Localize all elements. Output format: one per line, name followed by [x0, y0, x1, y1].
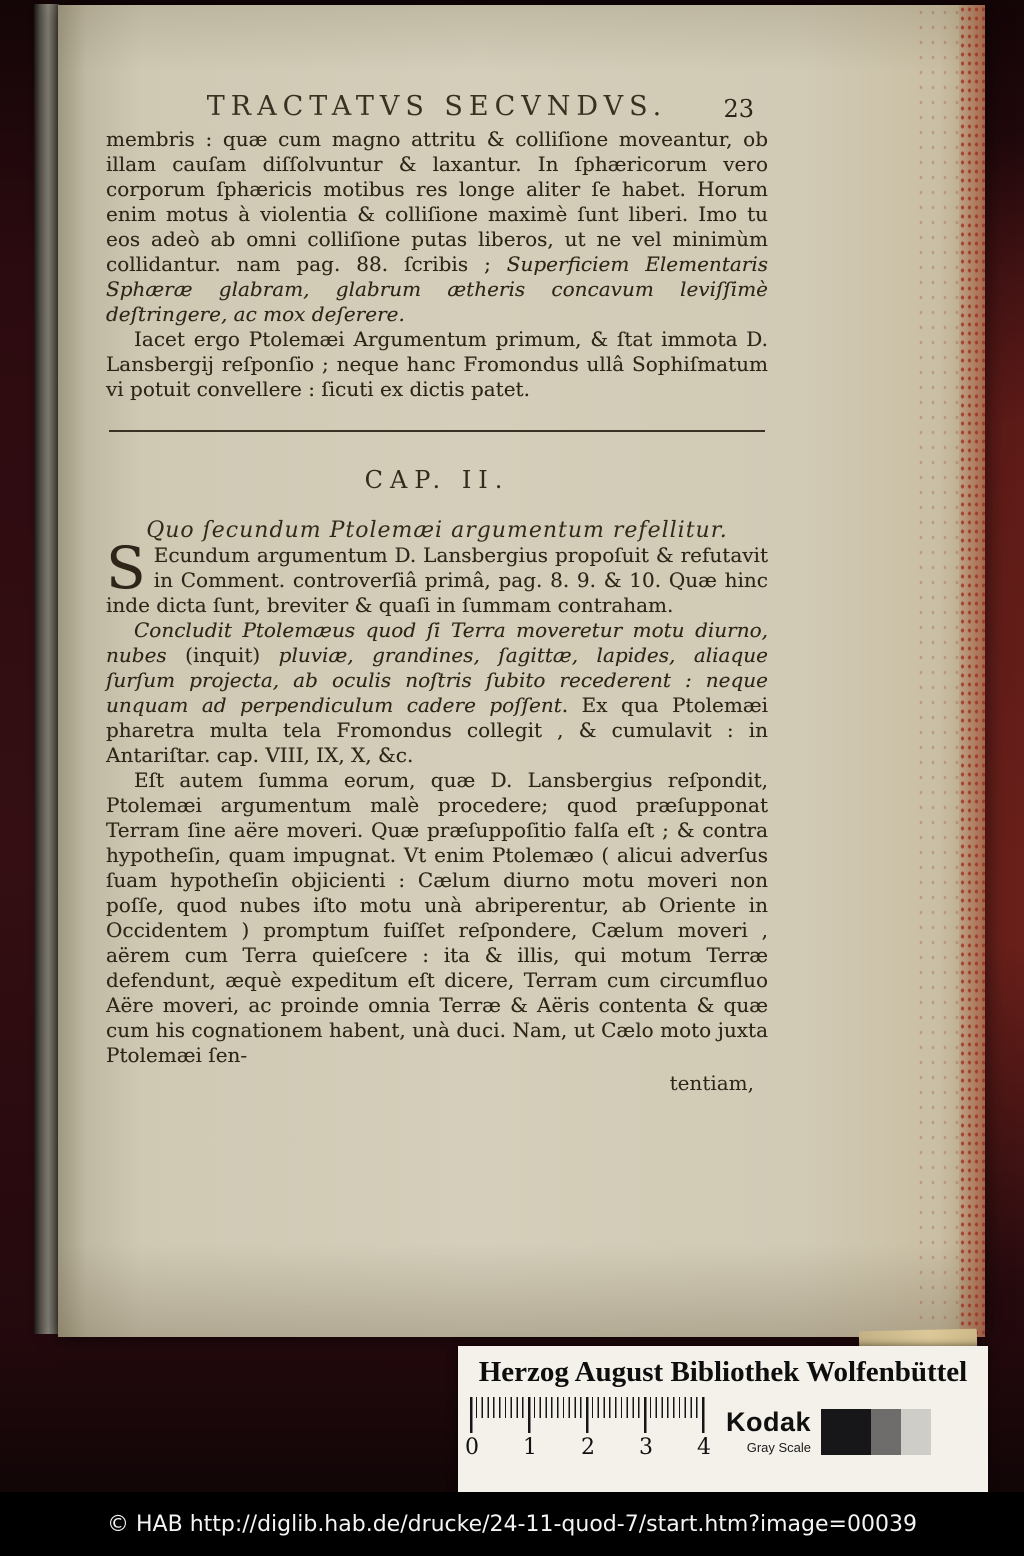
- kodak-block: [726, 1407, 811, 1455]
- paragraph-5: [106, 768, 768, 1068]
- kodak-label: Kodak: [726, 1407, 812, 1437]
- book-block-edges: [34, 4, 60, 1334]
- image-caption-bar: [0, 1492, 1024, 1556]
- ruler-scale: [465, 1397, 711, 1463]
- catchword: tentiam,: [669, 1071, 754, 1095]
- source-url: © HAB http://diglib.hab.de/drucke/24-11-quod-7/start.htm?image=00039: [107, 1511, 917, 1537]
- paragraph-2-text: Iacet ergo Ptolemæi Argumentum primum, & ſtat immota D. Lansbergij reſponſio ; neque hanc Fromondus ullâ Sophiſmatum vi potuit convellere : ſicuti ex dictis patet.: [106, 327, 768, 401]
- grayscale-label: Gray Scale: [746, 1440, 812, 1455]
- book-page: [58, 5, 985, 1337]
- paragraph-2: [106, 327, 768, 402]
- paragraph-4-italic-1: Concludit Ptolemæus quod ſi Terra moveretur motu diurno, nubes: [106, 618, 768, 667]
- page-number: 23: [723, 95, 754, 123]
- paragraph-4-roman-1: (inquit): [185, 643, 279, 667]
- paragraph-1: [106, 127, 768, 327]
- page-text-block: [106, 91, 768, 1095]
- paragraph-4-italic-2: pluviæ, grandines, ſagittæ, lapides, aliaque ſurſum projecta, ab oculis noſtris ſubito recederent : neque unquam ad perpendiculum cadere poſſent: [106, 643, 768, 717]
- ruler-numbers: [465, 1433, 711, 1463]
- drop-cap: S: [106, 534, 146, 602]
- running-header-title: TRACTATVS SECVNDVS.: [206, 91, 668, 122]
- background-red-glow: [982, 140, 1024, 1290]
- paragraph-3: [106, 534, 768, 618]
- section-rule: [109, 430, 764, 432]
- ruler-number-4: 4: [697, 1435, 711, 1460]
- paragraph-3-text: Ecundum argumentum D. Lansbergius propoſuit & refutavit in Comment. controverſiâ primâ, pag. 8. 9. & 10. Quæ hinc inde dicta ſunt, breviter & quaſi in ſummam contraham.: [106, 543, 768, 617]
- grayscale-patch-light: [901, 1409, 931, 1455]
- ruler-ticks: [470, 1397, 710, 1433]
- running-header: [106, 91, 768, 127]
- paragraph-5-text: Eſt autem ſumma eorum, quæ D. Lansbergius reſpondit, Ptolemæi argumentum malè procedere; quod præſupponat Terram ſine aëre moveri. Quæ præſuppoſitio falſa eſt ; & contra hypotheſin, quam impugnat. Vt enim Ptolemæo ( alicui adverſus ſuam hypotheſin objicienti : Cælum diurno motu moveri non poſſe, quod nubes iſto motu unà abriperentur, ab Oriente in Occidentem ) promptum fuiſſet reſpondere, Cælum moveri , aërem cum Terra quieſcere : ita & illis, qui motum Terræ defendunt, æquè expeditum eſt dicere, Terram cum circumfluo Aëre moveri, ac proinde omnia Terræ & Aëris contenta & quæ cum his cognationem habent, unà duci. Nam, ut Cælo moto juxta Ptolemæi ſen-: [106, 768, 768, 1067]
- ruler-number-3: 3: [639, 1435, 653, 1460]
- paragraph-4: [106, 618, 768, 768]
- red-speckle-margin: [915, 5, 961, 1337]
- grayscale-patches: [821, 1409, 931, 1455]
- paragraph-1-roman: membris : quæ cum magno attritu & colliſione moveantur, ob illam cauſam diſſolvuntur & laxantur. In ſphæricorum vero corporum ſphæricis motibus res longe aliter ſe habet. Horum enim motus à violentia & colliſione maximè ſunt liberi. Imo tu eos adeò ab omni colliſione putas liberos, ut ne vel minimùm collidantur. nam pag. 88. ſcribis ;: [106, 127, 768, 276]
- page-red-edge: [959, 5, 985, 1337]
- paragraph-1-italic: Superficiem Elementaris Sphæræ glabram, glabrum ætheris concavum leviſſimè deſtringere, ac mox deſerere.: [106, 252, 768, 326]
- ruler-number-0: 0: [465, 1435, 479, 1460]
- grayscale-patch-black: [821, 1409, 871, 1455]
- library-name: Herzog August Bibliothek Wolfenbüttel: [478, 1356, 968, 1388]
- library-banner: [458, 1346, 988, 1492]
- chapter-heading: CAP. II.: [364, 466, 510, 494]
- grayscale-patch-dark: [871, 1409, 901, 1455]
- banner-row: [458, 1389, 988, 1463]
- ruler-number-2: 2: [581, 1435, 595, 1460]
- paragraph-4-roman-2: . Ex qua Ptolemæi pharetra multa tela Fromondus collegit , & cumulavit : in Antariſtar. cap. VIII, IX, X, &c.: [106, 693, 769, 767]
- chapter-subtitle: Quo ſecundum Ptolemæi argumentum refellitur.: [146, 518, 728, 543]
- ruler-number-1: 1: [523, 1435, 537, 1460]
